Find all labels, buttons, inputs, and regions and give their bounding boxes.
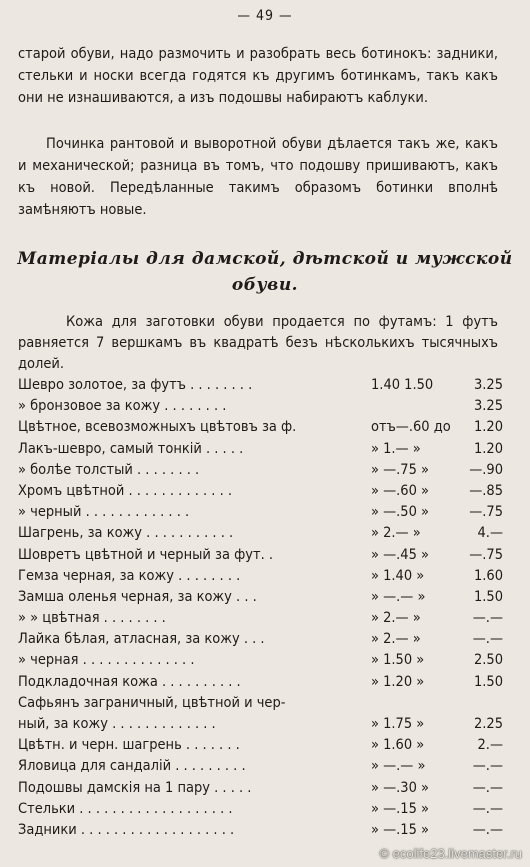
item-name: Цвѣтн. и черн. шагрень . . . . . . .	[18, 737, 240, 754]
price-row	[18, 587, 503, 608]
price-from: » —.60 »	[371, 482, 430, 499]
item-name: » черный . . . . . . . . . . . . .	[18, 504, 190, 521]
intro-paragraph	[18, 312, 498, 375]
price-row	[18, 778, 503, 799]
price-to: 1.60	[473, 567, 503, 584]
item-name: Подошвы дамскія на 1 пару . . . . .	[18, 779, 252, 796]
price-to: 2.50	[473, 652, 503, 669]
price-to: 1.50	[473, 588, 503, 605]
price-row	[18, 375, 503, 396]
section-title	[0, 246, 530, 298]
item-name: Шагрень, за кожу . . . . . . . . . . .	[18, 525, 234, 542]
price-from: » —.50 »	[371, 504, 430, 521]
price-row	[18, 396, 503, 417]
section-title-line-1: Матеріалы для дамской, дѣтской и мужской	[17, 249, 513, 269]
price-from: » 2.— »	[371, 525, 421, 542]
item-name: » бронзовое за кожу . . . . . . . .	[18, 398, 227, 415]
price-row	[18, 735, 503, 756]
price-row	[18, 417, 503, 438]
item-name: ный, за кожу . . . . . . . . . . . . .	[18, 716, 216, 732]
item-name: » » цвѣтная . . . . . . . .	[18, 610, 166, 627]
page-number: — 49 —	[237, 8, 293, 24]
price-to: 3.25	[473, 398, 503, 415]
price-list	[18, 375, 503, 841]
item-name: Стельки . . . . . . . . . . . . . . . . . . .	[18, 800, 233, 817]
price-from: » —.75 »	[371, 461, 430, 478]
price-row	[18, 672, 503, 693]
price-from: » 1.40 »	[371, 567, 425, 584]
price-row	[18, 714, 503, 735]
paragraph-2-text: Починка рантовой и выворотной обуви дѣлается такъ же, какъ и механической; разница въ томъ, что подошву пришиваютъ, какъ къ новой. Передѣланные такимъ образомъ ботинки вполнѣ замѣняютъ новые.	[18, 136, 498, 218]
item-name: Задники . . . . . . . . . . . . . . . . . . .	[18, 821, 235, 838]
price-row	[18, 799, 503, 820]
price-to: 2.—	[477, 737, 503, 754]
price-from: 1.40 1.50	[371, 377, 434, 393]
price-to: —.—	[472, 631, 503, 648]
price-to: —.—	[472, 758, 503, 775]
price-row	[18, 650, 503, 671]
price-to: 1.50	[473, 673, 503, 690]
price-to: 4.—	[477, 525, 503, 542]
price-to: 1.20	[473, 419, 503, 436]
watermark: © ecolife23.livemaster.ru	[379, 846, 522, 861]
price-from: » —.15 »	[371, 800, 430, 817]
item-name: Замша оленья черная, за кожу . . .	[18, 588, 257, 605]
price-row	[18, 523, 503, 544]
price-to: —.—	[472, 800, 503, 817]
price-row	[18, 629, 503, 650]
price-row	[18, 820, 503, 841]
price-from: » 2.— »	[371, 610, 421, 627]
price-to: —.85	[469, 482, 503, 499]
price-to: —.—	[472, 821, 503, 838]
price-from: » —.45 »	[371, 546, 430, 563]
price-row	[18, 481, 503, 502]
price-from: отъ—.60 до	[371, 419, 451, 436]
item-name: Цвѣтное, всевозможныхъ цвѣтовъ за ф.	[18, 419, 297, 436]
price-from: » —.— »	[371, 758, 426, 775]
item-name: Сафьянъ заграничный, цвѣтной и чер-	[18, 694, 286, 711]
section-title-line-2: обуви.	[231, 275, 299, 295]
price-to: —.90	[469, 461, 503, 478]
price-to: —.75	[469, 504, 503, 521]
price-from: » —.15 »	[371, 821, 430, 838]
price-row	[18, 439, 503, 460]
price-to: —.75	[469, 546, 503, 563]
item-name: Лайка бѣлая, атласная, за кожу . . .	[18, 631, 265, 648]
item-name: Подкладочная кожа . . . . . . . . . .	[18, 673, 241, 690]
price-from: » 1.50 »	[371, 652, 425, 669]
price-to: —.—	[472, 779, 503, 796]
price-to: 1.20	[473, 440, 503, 457]
price-from: » 1.75 »	[371, 716, 425, 732]
price-row	[18, 756, 503, 777]
price-from: » 1.60 »	[371, 737, 425, 754]
price-to: 3.25	[473, 377, 503, 393]
price-from: » —.30 »	[371, 779, 430, 796]
paragraph-2	[18, 133, 498, 221]
price-row	[18, 566, 503, 587]
price-row	[18, 502, 503, 523]
item-name: Яловица для сандалій . . . . . . . . .	[18, 758, 246, 775]
price-to: 2.25	[473, 716, 503, 732]
price-row	[18, 460, 503, 481]
item-name: Гемза черная, за кожу . . . . . . . .	[18, 567, 241, 584]
price-to: —.—	[472, 610, 503, 627]
paragraph-1-text: старой обуви, надо размочить и разобрать весь ботинокъ: задники, стельки и носки всегда годятся къ другимъ ботинкамъ, такъ какъ они не изнашиваются, а изъ подошвы набираютъ каблуки.	[18, 46, 498, 106]
paragraph-1	[18, 43, 498, 109]
item-name: Шовретъ цвѣтной и черный за фут. .	[18, 546, 274, 563]
price-from: » 1.20 »	[371, 673, 425, 690]
item-name: » черная . . . . . . . . . . . . . .	[18, 652, 195, 669]
intro-text: Кожа для заготовки обуви продается по футамъ: 1 футъ равняется 7 вершкамъ въ квадратѣ безъ нѣсколькихъ тысячныхъ долей.	[18, 314, 498, 372]
price-from: » 2.— »	[371, 631, 421, 648]
item-name: Шевро золотое, за футъ . . . . . . . .	[18, 377, 253, 393]
price-row	[18, 693, 498, 714]
price-from: » —.— »	[371, 588, 426, 605]
item-name: » болѣе толстый . . . . . . . .	[18, 461, 200, 478]
price-from: » 1.— »	[371, 440, 421, 457]
price-row	[18, 545, 503, 566]
price-row	[18, 608, 503, 629]
item-name: Хромъ цвѣтной . . . . . . . . . . . . .	[18, 482, 233, 499]
item-name: Лакъ-шевро, самый тонкій . . . . .	[18, 440, 244, 457]
